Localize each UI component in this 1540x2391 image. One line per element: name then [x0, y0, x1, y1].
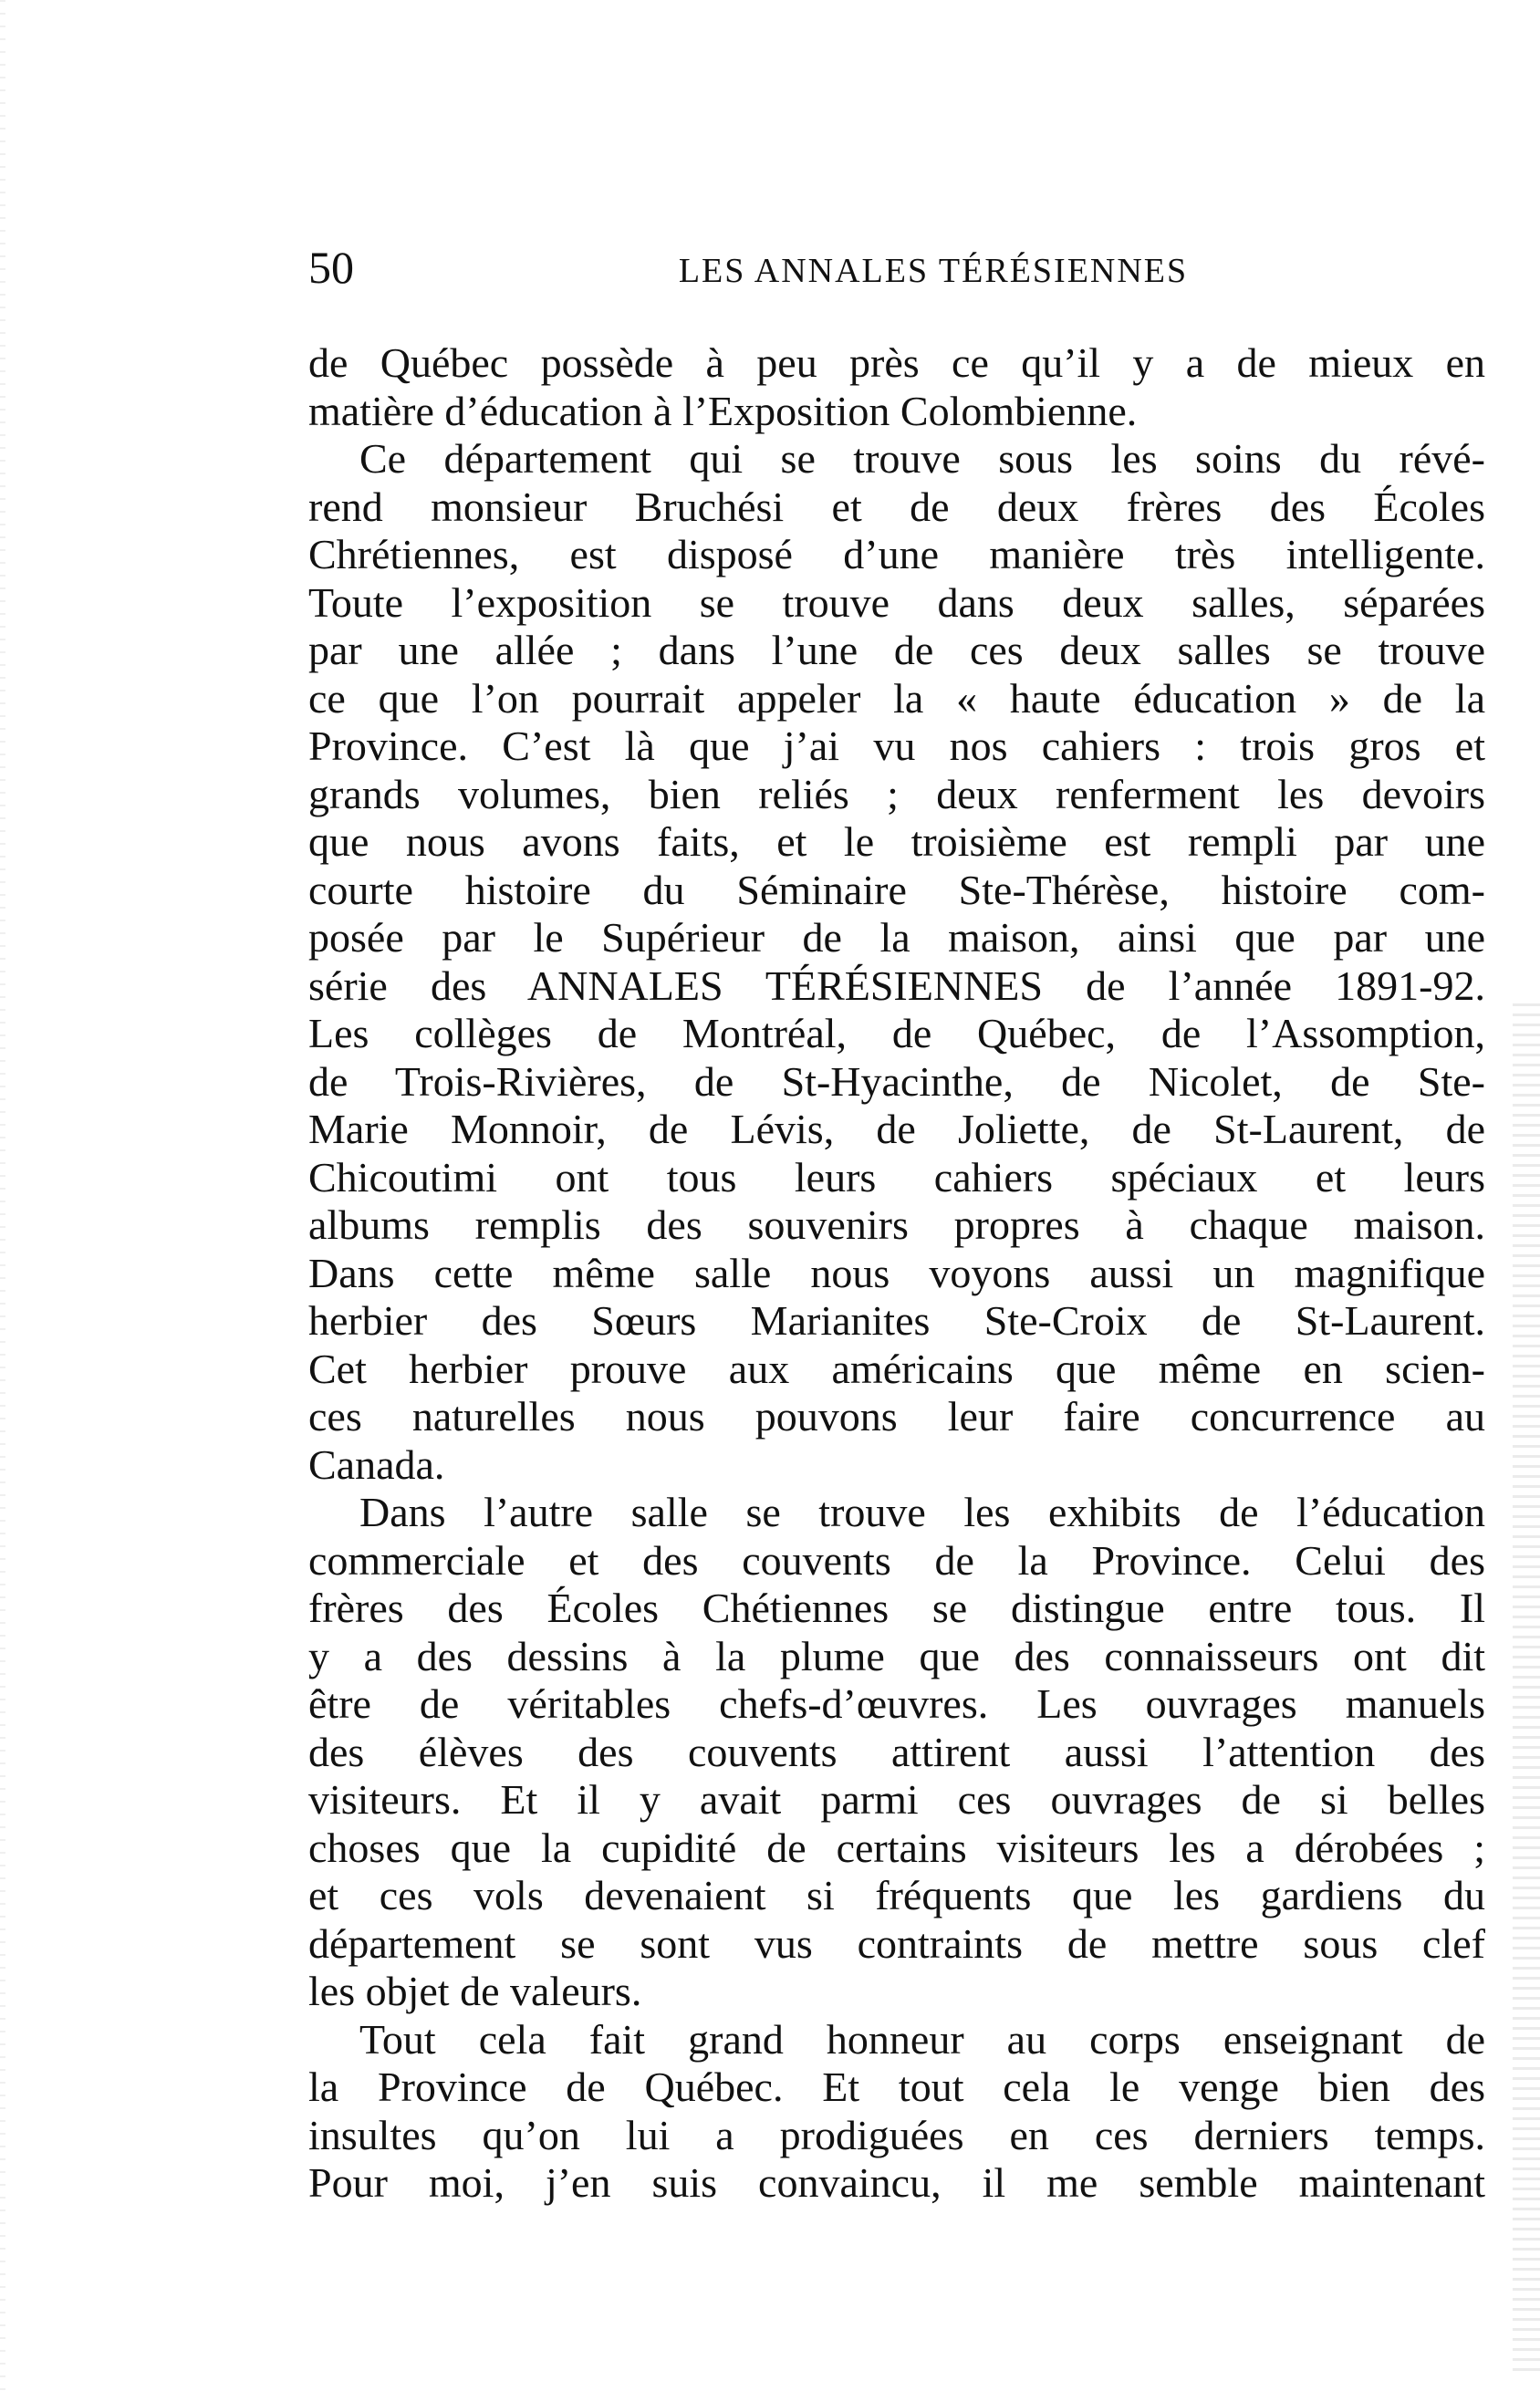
text-line: ce que l’on pourrait appeler la « haute éducation » de la [308, 674, 1485, 722]
text-line: de Trois-Rivières, de St-Hyacinthe, de Nicolet, de Ste- [308, 1057, 1485, 1105]
text-line: la Province de Québec. Et tout cela le venge bien des [308, 2064, 1485, 2110]
text-line: et ces vols devenaient si fréquents que les gardiens du [308, 1872, 1485, 1918]
text-line: insultes qu’on lui a prodiguées en ces derniers temps. [308, 2111, 1485, 2158]
text-line: courte histoire du Séminaire Ste-Thérèse, histoire com- [308, 866, 1485, 913]
text-line: ces naturelles nous pouvons leur faire concurrence au [308, 1393, 1485, 1440]
scan-left-edge [0, 0, 5, 2391]
page-number: 50 [308, 242, 354, 293]
text-line: Chicoutimi ont tous leurs cahiers spéciaux et leurs [308, 1153, 1485, 1201]
text-line: posée par le Supérieur de la maison, ainsi que par une [308, 914, 1485, 961]
text-line: commerciale et des couvents de la Province. Celui des [308, 1536, 1485, 1584]
text-line: choses que la cupidité de certains visiteurs les a dérobées ; [308, 1824, 1485, 1871]
text-line: albums remplis des souvenirs propres à chaque maison. [308, 1201, 1485, 1248]
text-line: rend monsieur Bruchési et de deux frères des Écoles [308, 483, 1485, 530]
text-line: Dans l’autre salle se trouve les exhibits de l’éducation [359, 1489, 1485, 1535]
running-head [308, 235, 1485, 299]
text-line: Province. C’est là que j’ai vu nos cahiers : trois gros et [308, 722, 1485, 769]
text-line: que nous avons faits, et le troisième est rempli par une [308, 818, 1485, 865]
text-line: visiteurs. Et il y avait parmi ces ouvrages de si belles [308, 1776, 1485, 1823]
text-line: Marie Monnoir, de Lévis, de Joliette, de St-Laurent, de [308, 1106, 1485, 1152]
text-line: Ce département qui se trouve sous les soins du révé- [359, 435, 1485, 482]
running-title: LES ANNALES TÉRÉSIENNES [678, 252, 1189, 290]
text-line: herbier des Sœurs Marianites Ste-Croix de St-Laurent. [308, 1297, 1485, 1344]
text-line: y a des dessins à la plume que des connaisseurs ont dit [308, 1632, 1485, 1679]
text-line: des élèves des couvents attirent aussi l’attention des [308, 1728, 1485, 1775]
text-line: Cet herbier prouve aux américains que même en scien- [308, 1345, 1485, 1392]
body-text [308, 339, 1485, 2208]
text-line: Chrétiennes, est disposé d’une manière très intelligente. [308, 531, 1485, 577]
text-line: Dans cette même salle nous voyons aussi un magnifique [308, 1249, 1485, 1296]
text-line: Toute l’exposition se trouve dans deux salles, séparées [308, 578, 1485, 626]
text-line: être de véritables chefs-d’œuvres. Les ouvrages manuels [308, 1680, 1485, 1727]
text-line: série des ANNALES TÉRÉSIENNES de l’année 1891-92. [308, 962, 1485, 1009]
text-line: Tout cela fait grand honneur au corps enseignant de [359, 2015, 1485, 2063]
scan-right-edge [1513, 1003, 1540, 2372]
text-line: de Québec possède à peu près ce qu’il y a de mieux en [308, 339, 1485, 386]
text-line: grands volumes, bien reliés ; deux renferment les devoirs [308, 770, 1485, 817]
text-line: par une allée ; dans l’une de ces deux salles se trouve [308, 627, 1485, 673]
text-line: matière d’éducation à l’Exposition Colombienne. [308, 387, 1138, 434]
text-line: département se sont vus contraints de mettre sous clef [308, 1919, 1485, 1967]
text-line: les objet de valeurs. [308, 1968, 642, 2014]
text-line: Les collèges de Montréal, de Québec, de l’Assomption, [308, 1010, 1485, 1056]
text-line: Canada. [308, 1440, 445, 1488]
text-line: Pour moi, j’en suis convaincu, il me semble maintenant [308, 2159, 1485, 2206]
text-line: frères des Écoles Chétiennes se distingue entre tous. Il [308, 1585, 1485, 1631]
